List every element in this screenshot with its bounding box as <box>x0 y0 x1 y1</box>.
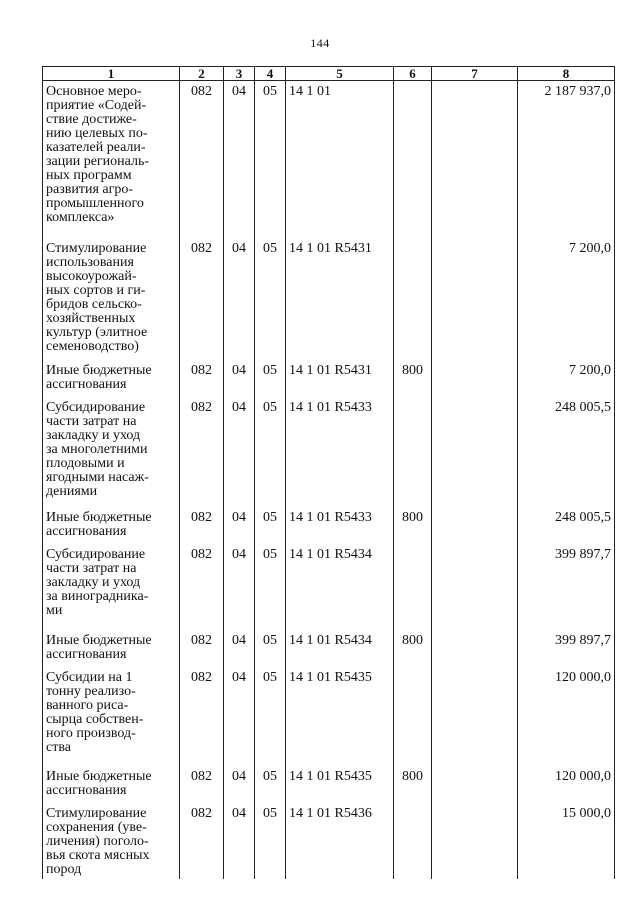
subsection-code: 05 <box>255 397 286 507</box>
table-row <box>43 544 615 630</box>
table-row <box>43 81 615 239</box>
budget-table <box>42 66 615 879</box>
section-code: 04 <box>224 630 255 667</box>
subsection-code: 05 <box>255 544 286 630</box>
table-row <box>43 507 615 544</box>
column-7-value <box>432 667 518 766</box>
section-code: 04 <box>224 507 255 544</box>
expense-type-code: 800 <box>394 507 432 544</box>
table-row <box>43 397 615 507</box>
amount-value: 2 187 937,0 <box>518 81 615 239</box>
column-7-value <box>432 544 518 630</box>
target-article-code: 14 1 01 R5434 <box>286 544 394 630</box>
ministry-code: 082 <box>180 360 224 397</box>
column-7-value <box>432 803 518 879</box>
subsection-code: 05 <box>255 360 286 397</box>
amount-value: 399 897,7 <box>518 544 615 630</box>
target-article-code: 14 1 01 R5433 <box>286 397 394 507</box>
item-name: Основное меро- приятие «Содей- ствие достиже- нию целевых по- казателей реали- зации региональ- ных программ развития агро- промышленного комплекса» <box>43 81 180 239</box>
table-row <box>43 238 615 360</box>
section-code: 04 <box>224 238 255 360</box>
item-name: Иные бюджетные ассигнования <box>43 507 180 544</box>
expense-type-code <box>394 397 432 507</box>
item-name: Иные бюджетные ассигнования <box>43 766 180 803</box>
target-article-code: 14 1 01 R5435 <box>286 766 394 803</box>
item-name: Иные бюджетные ассигнования <box>43 360 180 397</box>
column-header: 6 <box>394 67 432 81</box>
amount-value: 120 000,0 <box>518 667 615 766</box>
column-header: 4 <box>255 67 286 81</box>
column-header: 7 <box>432 67 518 81</box>
table-row <box>43 360 615 397</box>
ministry-code: 082 <box>180 81 224 239</box>
item-name: Стимулирование сохранения (уве- личения) поголо- вья скота мясных пород <box>43 803 180 879</box>
amount-value: 120 000,0 <box>518 766 615 803</box>
subsection-code: 05 <box>255 667 286 766</box>
amount-value: 15 000,0 <box>518 803 615 879</box>
target-article-code: 14 1 01 <box>286 81 394 239</box>
column-header: 5 <box>286 67 394 81</box>
section-code: 04 <box>224 544 255 630</box>
ministry-code: 082 <box>180 766 224 803</box>
target-article-code: 14 1 01 R5431 <box>286 238 394 360</box>
amount-value: 248 005,5 <box>518 507 615 544</box>
amount-value: 248 005,5 <box>518 397 615 507</box>
subsection-code: 05 <box>255 766 286 803</box>
subsection-code: 05 <box>255 630 286 667</box>
subsection-code: 05 <box>255 238 286 360</box>
table-row <box>43 803 615 879</box>
subsection-code: 05 <box>255 507 286 544</box>
column-7-value <box>432 360 518 397</box>
expense-type-code <box>394 81 432 239</box>
target-article-code: 14 1 01 R5434 <box>286 630 394 667</box>
ministry-code: 082 <box>180 667 224 766</box>
target-article-code: 14 1 01 R5435 <box>286 667 394 766</box>
ministry-code: 082 <box>180 544 224 630</box>
column-7-value <box>432 630 518 667</box>
column-7-value <box>432 397 518 507</box>
ministry-code: 082 <box>180 238 224 360</box>
section-code: 04 <box>224 803 255 879</box>
column-7-value <box>432 766 518 803</box>
expense-type-code <box>394 238 432 360</box>
column-header: 1 <box>43 67 180 81</box>
page-number: 144 <box>310 36 330 50</box>
ministry-code: 082 <box>180 630 224 667</box>
item-name: Субсидирование части затрат на закладку и уход за многолетними плодовыми и ягодными насаж- дениями <box>43 397 180 507</box>
table-row <box>43 667 615 766</box>
table-row <box>43 630 615 667</box>
subsection-code: 05 <box>255 803 286 879</box>
ministry-code: 082 <box>180 507 224 544</box>
column-7-value <box>432 507 518 544</box>
column-7-value <box>432 81 518 239</box>
section-code: 04 <box>224 766 255 803</box>
table-row <box>43 766 615 803</box>
section-code: 04 <box>224 667 255 766</box>
section-code: 04 <box>224 81 255 239</box>
amount-value: 7 200,0 <box>518 360 615 397</box>
column-header: 2 <box>180 67 224 81</box>
target-article-code: 14 1 01 R5436 <box>286 803 394 879</box>
expense-type-code: 800 <box>394 630 432 667</box>
header-row <box>43 67 615 81</box>
subsection-code: 05 <box>255 81 286 239</box>
expense-type-code <box>394 667 432 766</box>
column-header: 3 <box>224 67 255 81</box>
item-name: Субсидии на 1 тонну реализо- ванного риса- сырца собствен- ного производ- ства <box>43 667 180 766</box>
target-article-code: 14 1 01 R5433 <box>286 507 394 544</box>
expense-type-code: 800 <box>394 766 432 803</box>
item-name: Субсидирование части затрат на закладку и уход за виноградника- ми <box>43 544 180 630</box>
item-name: Иные бюджетные ассигнования <box>43 630 180 667</box>
section-code: 04 <box>224 360 255 397</box>
expense-type-code: 800 <box>394 360 432 397</box>
ministry-code: 082 <box>180 397 224 507</box>
target-article-code: 14 1 01 R5431 <box>286 360 394 397</box>
amount-value: 7 200,0 <box>518 238 615 360</box>
amount-value: 399 897,7 <box>518 630 615 667</box>
column-7-value <box>432 238 518 360</box>
expense-type-code <box>394 803 432 879</box>
ministry-code: 082 <box>180 803 224 879</box>
section-code: 04 <box>224 397 255 507</box>
item-name: Стимулирование использования высокоурожай- ных сортов и ги- бридов сельско- хозяйственных культур (элитное семеноводство) <box>43 238 180 360</box>
column-header: 8 <box>518 67 615 81</box>
expense-type-code <box>394 544 432 630</box>
